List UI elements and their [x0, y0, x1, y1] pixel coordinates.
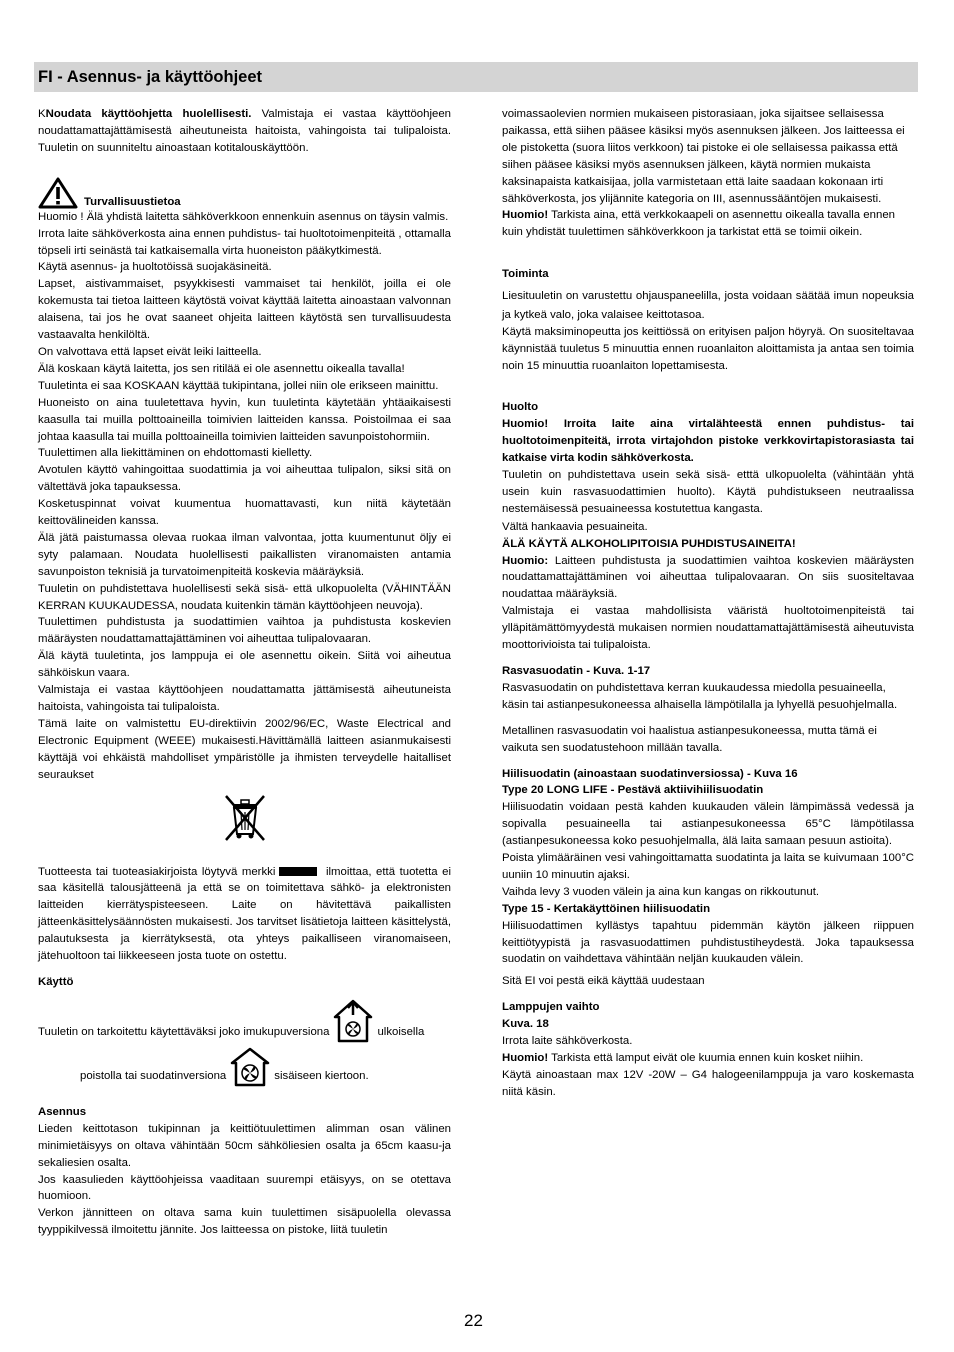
page-title: FI - Asennus- ja käyttöohjeet [38, 68, 263, 86]
lamp-heading: Lamppujen vaihto [502, 1001, 600, 1014]
type15-heading: Type 15 - Kertakäyttöinen hiilisuodatin [502, 902, 711, 915]
weee-mark-icon [279, 867, 317, 876]
lamp-huomio [502, 1050, 914, 1067]
safety-item: Tuulettimen puhdistusta ja suodattimien vaihtoa ja puhdistusta koskevien määräysten noudattamattajättäminen voi aiheuttaa tulipalovaaran. [38, 616, 451, 646]
huomio-paragraph [502, 207, 914, 241]
weee-text-after: ilmoittaa, että tuotetta ei saa käsitellä talousjätteenä ja että se on toimitettava sähkö- ja elektronisten laitteiden kierrätyspisteeseen. Laite on hävitettävä paikallisten jätteenkäsittelysäännösten mukaisesti. Jos tarvitset lisätietoja laitteen käsittelystä, palautuksesta ja kierrätyksestä, ota yhteys paikalliseen viranomaiseen, jätehuoltoon tai liikkeeseen josta tuote on ostettu. [38, 865, 451, 963]
lamp-huomio-label: Huomio! [502, 1052, 549, 1064]
install-heading: Asennus [38, 1105, 87, 1118]
safety-item: Avotulen käyttö vahingoittaa suodattimia ja voi aiheuttaa tulipalon, siksi sitä on vältettävä joka tapauksessa. [38, 464, 451, 494]
safety-item: Lapset, aistivammaiset, psyykkisesti vammaiset tai henkilöt, joilla ei ole kokemusta tai tietoa laitteen käytöstä voivat käyttää laitetta ainoastaan valvonnan alaisena, tai jos he ovat saaneet ohjeita laitteen käytöstä sen turvallisuudesta vastaavalta henkilöltä. [38, 278, 451, 342]
usage-line-1 [38, 999, 451, 1043]
type15-text: Hiilisuodattimen kyllästys tapahtuu pidemmän käytön jälkeen riippuen keittiötyypistä ja rasvasuodattimen puhdistustiheydestä. Joka tapauksessa suodatin on vaihdettava vähintään neljän kuukauden välein. [502, 919, 914, 966]
toiminta-item: Liesituuletin on varustettu ohjauspaneelilla, josta voidaan säätää imun nopeuksia ja kytkeä valo, joka valaisee keittotasoa. [502, 290, 914, 321]
weee-text-before: Tuotteesta tai tuoteasiakirjoista löytyvä merkki [38, 865, 276, 878]
intro-prefix: K [38, 108, 46, 120]
install-item: Lieden keittotason tukipinnan ja keittiötuulettimen alimman osan välinen minimietäisyys on oltava vähintään 50cm sähköliesien osalta ja 65cm kaasu-ja sekaliesien osalta. [38, 1122, 451, 1169]
usage-text: Tuuletin on tarkoitettu käytettäväksi joko imukupuversiona [38, 1025, 330, 1038]
header-bar [34, 62, 918, 92]
install-continued: voimassaolevien normien mukaiseen pistorasiaan, joka sijaitsee sellaisessa paikassa, että siihen pääsee käsiksi myös asennuksen jälkeen. Jos laitteessa ei ole pistoketta (suora liitos verkkoon) tai pistoke ei ole sellaisessa paikassa että siihen pääsee käsiksi myös asennuksen jälkeen, käytä normien mukaista kaksinapaista katkaisijaa, jolla varmistetaan että laite saadaan kokonaan irti sähköverkosta, jos ylijännite kategoria on III, asennussääntöjen mukaisesti. [502, 108, 905, 205]
install-item: Jos kaasulieden käyttöohjeissa vaaditaan suurempi etäisyys, on se otettava huomioon. [38, 1173, 451, 1203]
safety-heading-row [38, 177, 451, 209]
huolto-heading: Huolto [502, 400, 539, 413]
warning-icon [38, 177, 78, 209]
right-column [502, 106, 914, 1101]
intro-paragraph [38, 106, 451, 157]
lamp-huomio-text: Tarkista että lamput eivät ole kuumia ennen kuin kosket niihin. [548, 1052, 864, 1064]
safety-item: Valmistaja ei vastaa käyttöohjeen noudattamatta jättämisestä aiheutuneista haitoista, vahingoista tai tulipaloista. [38, 684, 451, 713]
safety-item: Älä jätä paistumassa olevaa ruokaa ilman valvontaa, jotta kuumentunut öljy ei syty palamaan. Noudata huolellisesti paikallisten viranomaisten antamia savunpoiston teknisiä ja turvatoimenpiteitä koskevia määräyksiä. [38, 531, 451, 578]
huomio-label: Huomio! [502, 209, 549, 222]
weee-symbol-wrap [38, 792, 451, 842]
crossed-bin-icon [221, 792, 269, 842]
safety-item: Tämä laite on valmistettu EU-direktiivin 2002/96/EC, Waste Electrical and Electronic Equipment (WEEE) mukaisesti.Hävittämällä laitteen asianmukaisesti käyttäjä voi ehkäistä mahdolliset ympäristölle ja ihmisten terveydelle haitalliset seuraukset [38, 717, 451, 781]
safety-item: Tuuletin on puhdistettava huolellisesti sekä sisä- että ulkopuolelta (VÄHINTÄÄN KERRAN KUUKAUDESSA, noudata kuitenkin tämän käyttöohjeen neuvoja). [38, 582, 451, 612]
huomio2-text: Laitteen puhdistusta ja suodattimien vaihtoa koskevien määräysten noudattamattajättäminen voi aiheuttaa tulipalovaaran. On siis suositeltavaa noudattaa määräyksiä. [502, 554, 914, 601]
safety-item: Tuulettimen alla liekittäminen on ehdottomasti kielletty. [38, 447, 313, 460]
manufacturer-disclaimer: Valmistaja ei vastaa mahdollisista vääristä huoltotoimenpiteistä tai ylläpitämättömyydestä mukaisen normien noudattamattajättämisestä aiheutuvista moottorivioista tai tulipaloista. [502, 605, 914, 652]
recirculation-house-icon [230, 1047, 270, 1087]
type20-item: Hiilisuodatin voidaan pestä kahden kuukauden välein lämpimässä vedessä ja sopivalla pesuaineella tai astianpesukoneessa 65°C lämpötilassa (astianpesukoneessa koko pesuohjelmalla, älä laita samaan pesuun astioita). [502, 801, 914, 848]
page-number: 22 [464, 1311, 483, 1330]
type20-item: Vaihda levy 3 vuoden välein ja aina kun kangas on rikkoutunut. [502, 885, 820, 898]
usage-text: poistolla tai suodatinversiona [80, 1069, 227, 1082]
safety-item: On valvottava että lapset eivät leiki laitteella. [38, 345, 262, 358]
usage-text: ulkoisella [377, 1025, 425, 1038]
install-item: Verkon jännitteen on oltava sama kuin tuulettimen sisäpuolella olevassa tyyppikilvessä ilmoitettu jännite. Jos laitteessa on pistoke, liitä tuuletin [38, 1207, 451, 1237]
safety-item: Huoneisto on aina tuuletettava hyvin, kun tuuletinta käytetään yhtäaikaisesti kaasulla tai muilla polttoaineilla toimivien laitteiden kanssa. Poistoilmaa ei saa johtaa kaasulla tai muilla polttoaineilla toimivien laitteiden savunpoistohormiin. [38, 396, 451, 443]
left-column [38, 106, 451, 1239]
safety-item: Kosketuspinnat voivat kuumentua huomattavasti, kun niitä käytetään keittovälineiden kanssa. [38, 498, 451, 528]
safety-item: Huomio ! Älä yhdistä laitetta sähköverkkoon ennenkuin asennus on täysin valmis. [38, 210, 449, 223]
safety-item: Älä käytä tuuletinta, jos lamppuja ei ole asennettu oikein. Siitä voi aiheutua sähköiskun vaara. [38, 650, 451, 680]
huolto-text: Vältä hankaavia pesuaineita. [502, 520, 648, 533]
lamp-figure-ref: Kuva. 18 [502, 1018, 549, 1031]
huomio2-paragraph [502, 553, 914, 604]
alcohol-warning: ÄLÄ KÄYTÄ ALKOHOLIPITOISIA PUHDISTUSAINEITA! [502, 537, 796, 550]
safety-item: Irrota laite sähköverkosta aina ennen puhdistus- tai huoltotoimenpiteitä , ottamalla töpseli irti seinästä tai katkaisemalla virta huoneiston pääkytkimestä. [38, 227, 451, 257]
usage-text: sisäiseen kiertoon. [274, 1069, 369, 1082]
safety-list [38, 209, 451, 784]
carbon-filter-heading: Hiilisuodatin (ainoastaan suodatinversiossa) - Kuva 16 [502, 767, 798, 780]
safety-item: Tuuletinta ei saa KOSKAAN käyttää tukipintana, jollei niin ole erikseen mainittu. [38, 379, 439, 392]
huolto-warning: Huomio! Irroita laite aina virtalähteestä ennen puhdistus- tai huoltotoimenpiteitä, irrota virtajohdon pistoke verkkovirtapistorasiasta tai katkaise virta kodin sähköverkosta. [502, 417, 914, 464]
huomio2-label: Huomio: [502, 554, 549, 567]
intro-text: Valmistaja ei vastaa käyttöohjeen noudattamattajättämisestä aiheutuneista haitoista, vahingoista tai tulipaloista. Tuuletin on suunniteltu ainoastaan kotitalouskäyttöön. [38, 108, 451, 154]
type20-item: Poista ylimääräinen vesi vahingoittamatta suodatinta ja laita se kuivumaan 100°C uuniin 10 minuutin ajaksi. [502, 852, 914, 881]
huolto-text: Tuuletin on puhdistettava usein sekä sisä- etttä ulkopuolelta (vähintään yhtä usein kuin rasvasuodattimien huolto). Käytä puhdistukseen neutraalissa nestemäisessä pesuaineessa kostutettua kangasta. [502, 468, 914, 516]
grease-filter-text: Rasvasuodatin on puhdistettava kerran kuukaudessa miedolla pesuaineella, käsin tai astianpesukoneessa alhaisella lämpötilalla ja lyhyellä pesuohjelmalla. [502, 681, 898, 711]
usage-line-2 [80, 1047, 451, 1087]
type20-heading: Type 20 LONG LIFE - Pestävä aktiivihiilisuodatin [502, 784, 764, 797]
weee-paragraph [38, 864, 451, 965]
intro-bold: Noudata käyttöohjetta huolellisesti. [45, 108, 252, 120]
lamp-text: Käytä ainoastaan max 12V -20W – G4 halogeenilamppuja ja varo koskemasta niitä käsin. [502, 1068, 914, 1098]
safety-item: Älä koskaan käytä laitetta, jos sen ritilää ei ole asennettu oikealla tavalla! [38, 362, 405, 375]
toiminta-item: Käytä maksiminopeutta jos keittiössä on erityisen paljon höyryä. On suositeltavaa käynnistää tuuletus 5 minuuttia ennen ruoanlaiton aloittamista ja antaa sen toimia noin 15 minuuttia ruoanlaiton lopettamisesta. [502, 326, 914, 372]
grease-filter-heading: Rasvasuodatin - Kuva. 1-17 [502, 664, 651, 677]
safety-heading: Turvallisuustietoa [84, 195, 181, 208]
usage-heading: Käyttö [38, 975, 74, 988]
safety-item: Käytä asennus- ja huoltotöissä suojakäsineitä. [38, 261, 272, 274]
grease-filter-text: Metallinen rasvasuodatin voi haalistua astianpesukoneessa, mutta tämä ei vaikuta sen suodatustehoon millään tavalla. [502, 724, 877, 754]
extraction-house-icon [333, 999, 373, 1043]
huomio-text: Tarkista aina, että verkkokaapeli on asennettu oikealla tavalla ennen kuin yhdistät tuulettimen sähköverkkoon ja tarkistat että se toimii oikein. [502, 209, 895, 239]
lamp-text: Irrota laite sähköverkosta. [502, 1035, 633, 1048]
type15-note: Sitä EI voi pestä eikä käyttää uudestaan [502, 975, 705, 988]
toiminta-heading: Toiminta [502, 268, 549, 281]
